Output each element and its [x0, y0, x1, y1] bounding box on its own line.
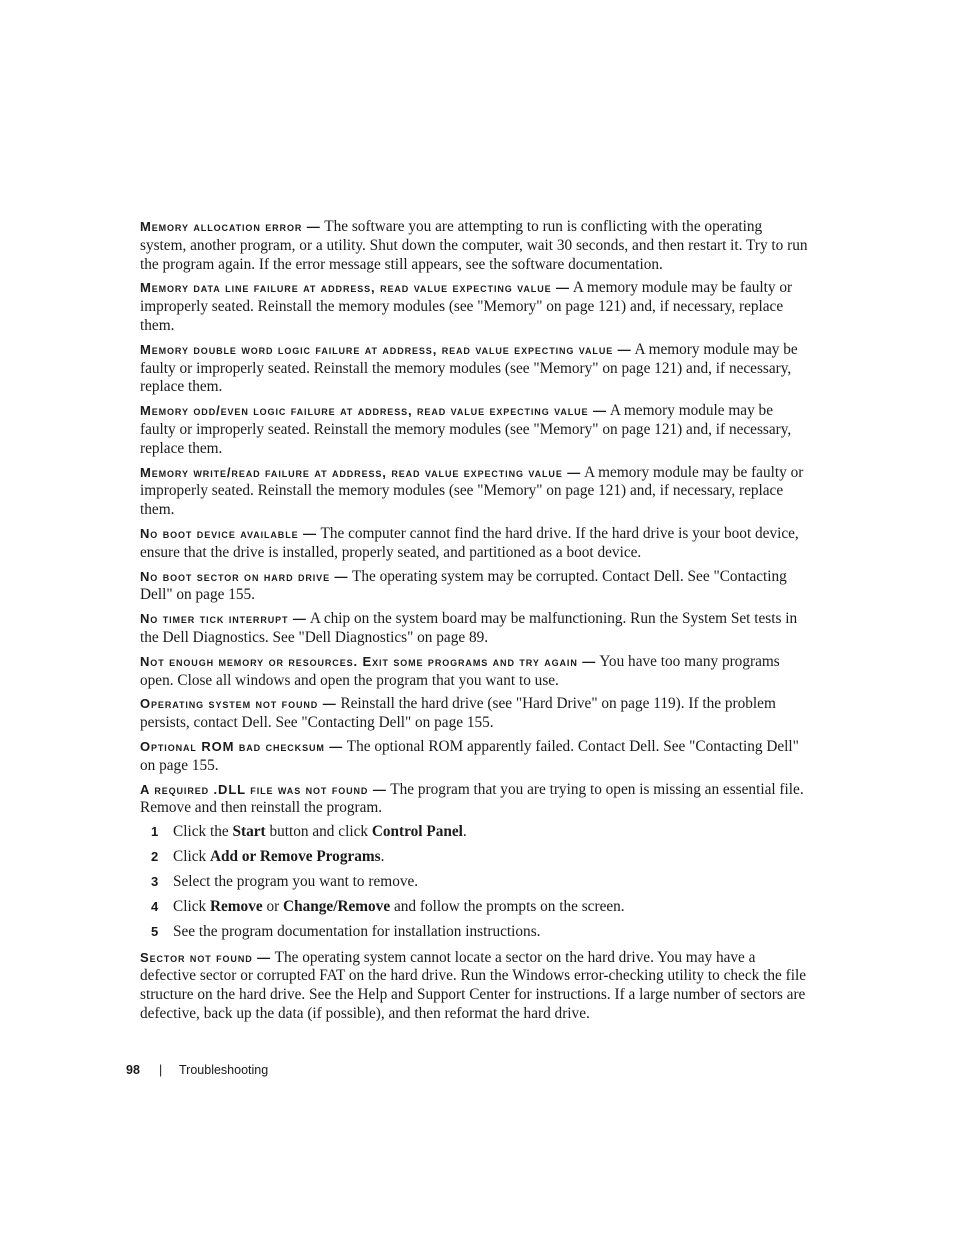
error-description: The operating system cannot locate a sector on the hard drive. You may have a defective sector or corrupted FAT on the hard drive. Run the Windows error-checking utility to check the file structure on the hard drive. See the Help and Support Center for instructions. If a large number of sectors are defective, back up the data (if possible), and then reformat the hard drive.	[140, 948, 806, 1022]
ui-label: Start	[232, 823, 266, 841]
step-item	[140, 923, 812, 942]
ui-label: Add or Remove Programs	[209, 848, 381, 866]
removal-steps	[140, 823, 812, 942]
error-term: Sector not found —	[140, 949, 272, 965]
error-entry	[140, 279, 812, 335]
error-list-a	[140, 218, 812, 818]
error-entry	[140, 218, 812, 274]
error-term: A required .DLL file was not found —	[140, 781, 387, 797]
ui-label: Control Panel	[371, 823, 463, 841]
footer-divider: |	[159, 1063, 163, 1077]
error-entry	[140, 402, 812, 458]
error-description: A memory module may be faulty or improperly seated. Reinstall the memory modules (see "Memory" on page 121) and, if necessary, replace them.	[140, 402, 792, 457]
step-number: 2	[151, 849, 159, 865]
error-description: The computer cannot find the hard drive. If the hard drive is your boot device, ensure that the drive is installed, properly seated, and partitioned as a boot device.	[140, 524, 799, 561]
error-term: Memory odd/even logic failure at address, read value expecting value —	[140, 403, 607, 419]
error-description: You have too many programs open. Close all windows and open the program that you want to use.	[140, 652, 780, 689]
error-description: The operating system may be corrupted. Contact Dell. See "Contacting Dell" on page 155.	[140, 567, 787, 604]
step-text	[173, 848, 384, 867]
step-fragment: Click	[173, 848, 210, 866]
error-term: No boot sector on hard drive —	[140, 568, 349, 584]
error-term: Memory data line failure at address, read value expecting value —	[140, 280, 570, 296]
step-item	[140, 823, 812, 842]
step-fragment: or	[262, 898, 284, 916]
error-term: No boot device available —	[140, 525, 317, 541]
step-fragment: See the program documentation for installation instructions.	[173, 923, 541, 941]
step-text	[173, 923, 540, 942]
error-term: Memory write/read failure at address, read value expecting value —	[140, 464, 582, 480]
step-fragment: Select the program you want to remove.	[173, 873, 419, 891]
step-fragment: .	[462, 823, 467, 841]
step-number: 4	[151, 899, 159, 915]
error-description: The optional ROM apparently failed. Contact Dell. See "Contacting Dell" on page 155.	[140, 737, 799, 774]
error-entry	[140, 695, 812, 733]
page-number: 98	[126, 1063, 140, 1077]
error-term: Operating system not found —	[140, 696, 337, 712]
step-fragment: .	[380, 848, 385, 866]
error-entry	[140, 781, 812, 819]
error-term: No timer tick interrupt —	[140, 611, 307, 627]
ui-label: Remove	[209, 898, 263, 916]
step-fragment: and follow the prompts on the screen.	[390, 898, 625, 916]
step-item	[140, 848, 812, 867]
error-description: A chip on the system board may be malfunctioning. Run the System Set tests in the Dell Diagnostics. See "Dell Diagnostics" on page 89.	[140, 610, 798, 646]
error-description: A memory module may be faulty or improperly seated. Reinstall the memory modules (see "Memory" on page 121) and, if necessary, replace them.	[140, 463, 804, 519]
error-entry	[140, 653, 812, 691]
error-entry	[140, 525, 812, 563]
error-term: Optional ROM bad checksum —	[140, 738, 344, 754]
error-entry	[140, 568, 812, 606]
page-content	[140, 218, 812, 1029]
error-description: A memory module may be faulty or improperly seated. Reinstall the memory modules (see "Memory" on page 121) and, if necessary, replace them.	[140, 340, 798, 396]
error-term: Memory double word logic failure at address, read value expecting value —	[140, 341, 632, 357]
error-term: Memory allocation error —	[140, 219, 321, 234]
step-number: 1	[151, 824, 159, 840]
error-entry	[140, 610, 812, 648]
error-description: Reinstall the hard drive (see "Hard Drive" on page 119). If the problem persists, contact Dell. See "Contacting Dell" on page 155.	[140, 695, 776, 732]
error-description: The software you are attempting to run is conflicting with the operating system, another program, or a utility. Shut down the computer, wait 30 seconds, and then restart it. Try to run the program again. If the error message still appears, see the software documentation.	[140, 218, 808, 273]
section-title: Troubleshooting	[179, 1063, 269, 1077]
step-number: 3	[151, 874, 159, 890]
step-item	[140, 898, 812, 917]
error-list-b	[140, 949, 812, 1024]
error-term: Not enough memory or resources. Exit some programs and try again —	[140, 653, 597, 669]
step-fragment: Click	[173, 898, 210, 916]
step-number: 5	[151, 924, 159, 940]
error-description: A memory module may be faulty or improperly seated. Reinstall the memory modules (see "Memory" on page 121) and, if necessary, replace them.	[140, 279, 793, 334]
step-text	[173, 823, 467, 842]
error-entry	[140, 464, 812, 520]
step-fragment: button and click	[265, 823, 372, 841]
error-entry	[140, 949, 812, 1024]
step-text	[173, 873, 418, 892]
error-entry	[140, 341, 812, 397]
error-description: The program that you are trying to open is missing an essential file. Remove and then reinstall the program.	[140, 780, 804, 817]
step-item	[140, 873, 812, 892]
ui-label: Change/Remove	[283, 898, 391, 916]
step-text	[173, 898, 625, 917]
error-entry	[140, 738, 812, 776]
step-fragment: Click the	[173, 823, 233, 841]
